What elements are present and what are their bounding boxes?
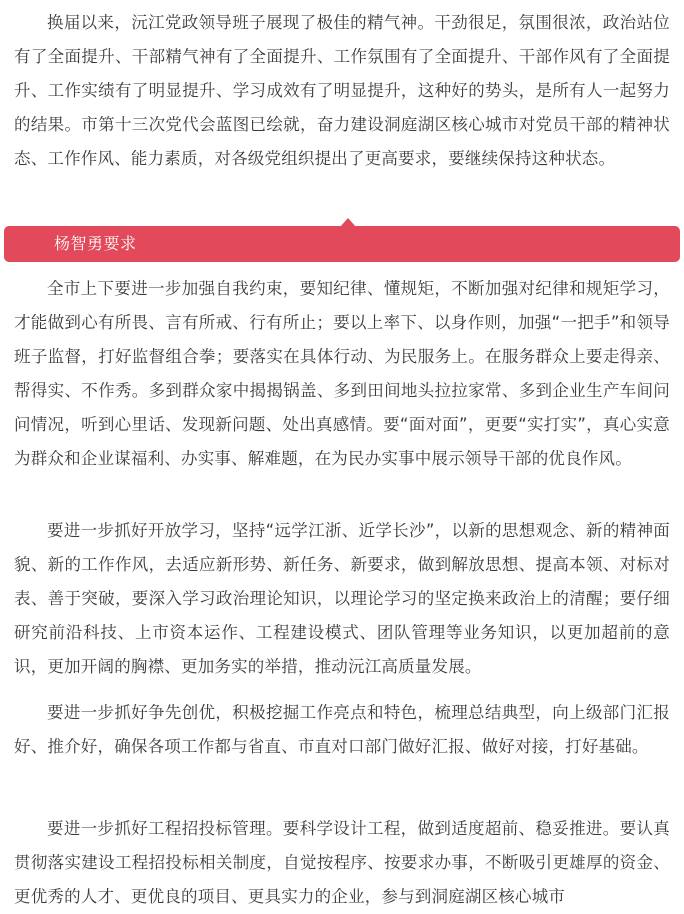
paragraph-intro: 换届以来，沅江党政领导班子展现了极佳的精气神。干劲很足，氛围很浓，政治站位有了全面提升、干部精气神有了全面提升、工作氛围有了全面提升、干部作风有了全面提升、工作实绩有了明显提升、学习成效有了明显提升，这种好的势头，是所有人一起努力的结果。市第十三次党代会蓝图已绘就，奋力建设洞庭湖区核心城市对党员干部的精神状态、工作作风、能力素质，对各级党组织提出了更高要求，要继续保持这种状态。	[14, 13, 670, 168]
section-banner	[4, 226, 680, 262]
paragraph-bidding: 要进一步抓好工程招投标管理。要科学设计工程，做到适度超前、稳妥推进。要认真贯彻落实建设工程招投标相关制度，自觉按程序、按要求办事，不断吸引更雄厚的资金、更优秀的人才、更优良的项目、更具实力的企业，参与到洞庭湖区核心城市	[14, 819, 670, 906]
paragraph-discipline: 全市上下要进一步加强自我约束，要知纪律、懂规矩，不断加强对纪律和规矩学习，才能做到心有所畏、言有所戒、行有所止；要以上率下、以身作则，加强“一把手”和领导班子监督，打好监督组合拳；要落实在具体行动、为民服务上。在服务群众上要走得亲、帮得实、不作秀。多到群众家中揭揭锅盖、多到田间地头拉拉家常、多到企业生产车间问问情况，听到心里话、发现新问题、处出真感情。要“面对面”，更要“实打实”，真心实意为群众和企业谋福利、办实事、解难题，在为民办实事中展示领导干部的优良作风。	[14, 279, 670, 468]
paragraph-excellence: 要进一步抓好争先创优，积极挖掘工作亮点和特色，梳理总结典型，向上级部门汇报好、推介好，确保各项工作都与省直、市直对口部门做好汇报、做好对接，打好基础。	[14, 703, 670, 756]
section-banner-title: 杨智勇要求	[54, 234, 137, 253]
banner-notch-arrow	[340, 218, 356, 227]
paragraph-learning: 要进一步抓好开放学习，坚持“远学江浙、近学长沙”，以新的思想观念、新的精神面貌、新的工作作风，去适应新形势、新任务、新要求，做到解放思想、提高本领、对标对表、善于突破，要深入学习政治理论知识，以理论学习的坚定换来政治上的清醒；要仔细研究前沿科技、上市资本运作、工程建设模式、团队管理等业务知识，以更加超前的意识，更加开阔的胸襟、更加务实的举措，推动沅江高质量发展。	[14, 521, 670, 676]
